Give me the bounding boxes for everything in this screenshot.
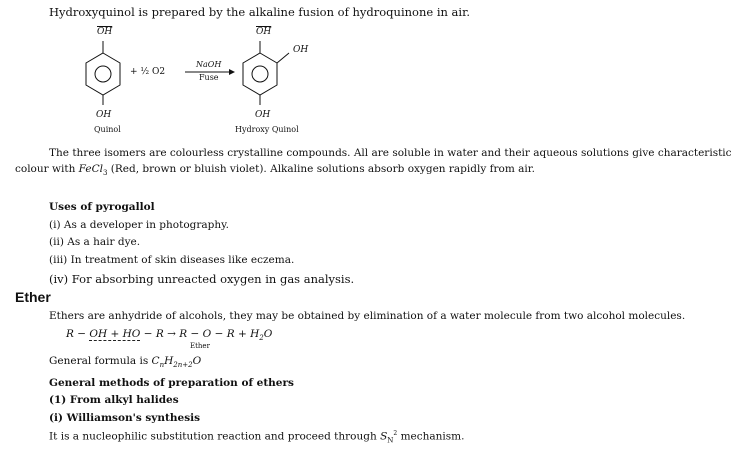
plus-oxygen: + ½ O2 bbox=[130, 67, 166, 77]
reagent-fuse: Fuse bbox=[199, 73, 219, 82]
mechanism-text bbox=[49, 430, 464, 445]
sn2-2: 2 bbox=[393, 430, 398, 437]
fecl3-subscript: 3 bbox=[103, 169, 108, 178]
eq-water-part: OH + HO bbox=[89, 328, 141, 340]
formula-prefix: General formula is bbox=[49, 355, 152, 367]
intro-text: Hydroxyquinol is prepared by the alkaline fusion of hydroquinone in air. bbox=[49, 5, 470, 19]
hydroxyquinol-side-oh: OH bbox=[293, 45, 309, 55]
hydroxyquinol-top-oh: $\overline{OH}$ bbox=[256, 27, 272, 37]
ether-heading: Ether bbox=[15, 289, 51, 305]
alkyl-halides-heading bbox=[49, 394, 179, 406]
fecl3-formula: FeCl bbox=[78, 163, 103, 175]
formula-c: C bbox=[151, 355, 160, 367]
ether-definition: Ethers are anhydride of alcohols, they may be obtained by elimination of a water molecule from two alcohol molecules. bbox=[49, 310, 686, 322]
mechanism-body: It is a nucleophilic substitution reaction and proceed through bbox=[49, 430, 381, 443]
eq-o: O bbox=[263, 328, 273, 340]
sn2-s: S bbox=[380, 430, 388, 443]
formula-n: n bbox=[159, 361, 165, 370]
formula-h: H bbox=[164, 355, 174, 367]
isomers-text-a: colour with bbox=[15, 163, 79, 175]
general-formula bbox=[49, 355, 201, 369]
eq-r2: − R → R − O − R + H bbox=[143, 328, 260, 340]
eq-h2o-subscript: 2 bbox=[259, 334, 264, 343]
uses-item: (i) As a developer in photography. bbox=[49, 219, 230, 231]
formula-h-sub: 2n+2 bbox=[173, 361, 193, 370]
ether-equation bbox=[66, 328, 272, 342]
uses-item: (iii) In treatment of skin diseases like eczema. bbox=[49, 254, 295, 266]
williamson-heading: (i) Williamson's synthesis bbox=[49, 412, 201, 424]
hydroxyquinol-label: Hydroxy Quinol bbox=[235, 125, 299, 134]
mechanism-end: mechanism. bbox=[397, 430, 465, 443]
quinol-ring-icon bbox=[82, 41, 124, 105]
eq-r1: R − bbox=[66, 328, 87, 340]
uses-item: (ii) As a hair dye. bbox=[49, 236, 141, 248]
isomers-text-b: (Red, brown or bluish violet). Alkaline solutions absorb oxygen rapidly from air. bbox=[107, 163, 535, 175]
reagent-naoh: NaOH bbox=[196, 60, 222, 69]
uses-item: (iv) For absorbing unreacted oxygen in gas analysis. bbox=[49, 272, 355, 286]
sn2-n: N bbox=[387, 436, 394, 445]
isomers-line-1: The three isomers are colourless crystalline compounds. All are soluble in water and their aqueous solutions give characteristic bbox=[49, 147, 732, 159]
ether-label: Ether bbox=[190, 342, 210, 350]
formula-o: O bbox=[192, 355, 202, 367]
alkyl-halides-text: (1) From alkyl halides bbox=[49, 394, 179, 406]
quinol-label: Quinol bbox=[94, 125, 121, 134]
uses-heading: Uses of pyrogallol bbox=[49, 201, 155, 213]
quinol-top-oh: $\overline{OH}$ bbox=[97, 27, 113, 37]
hydroxyquinol-ring-icon bbox=[239, 41, 299, 105]
isomers-line-2 bbox=[15, 163, 535, 177]
methods-heading: General methods of preparation of ethers bbox=[49, 377, 294, 389]
quinol-bottom-oh: OH bbox=[96, 110, 112, 120]
hydroxyquinol-bottom-oh: OH bbox=[255, 110, 271, 120]
